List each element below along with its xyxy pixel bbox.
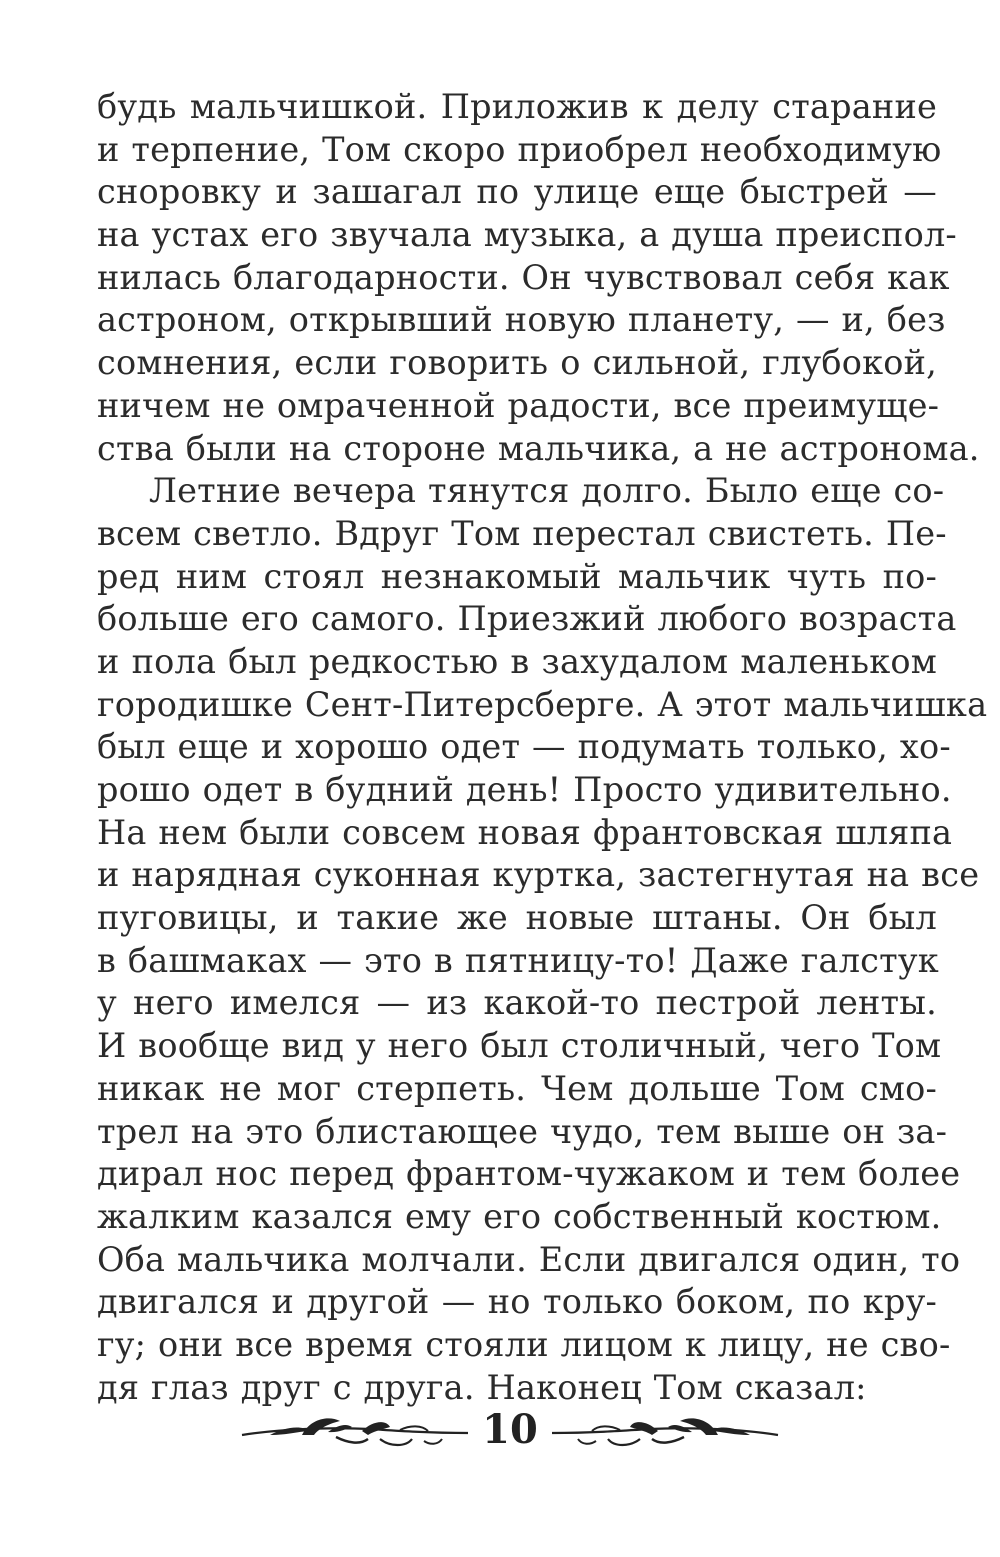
text-line: больше его самого. Приезжий любого возраста xyxy=(97,599,957,639)
text-line: На нем были совсем новая франтовская шляпа xyxy=(97,812,953,852)
text-line: И вообще вид у него был столичный, чего Том xyxy=(97,1026,942,1066)
text-line: никак не мог стерпеть. Чем дольше Том смо- xyxy=(97,1068,937,1108)
text-line: пуговицы, и такие же новые штаны. Он был xyxy=(97,898,937,938)
page-footer xyxy=(240,1405,780,1455)
text-line: в башмаках — это в пятницу-то! Даже галстук xyxy=(97,940,939,980)
text-line: Летние вечера тянутся долго. Было еще со- xyxy=(149,471,945,511)
text-line: ства были на стороне мальчика, а не астронома. xyxy=(97,428,980,468)
text-line: ред ним стоял незнакомый мальчик чуть по- xyxy=(97,556,937,596)
text-line: дя глаз друг с друга. Наконец Том сказал: xyxy=(97,1367,867,1407)
text-line: на устах его звучала музыка, а душа преиспол- xyxy=(97,215,957,255)
text-line: был еще и хорошо одет — подумать только, хо- xyxy=(97,727,951,767)
text-line: рошо одет в будний день! Просто удивительно. xyxy=(97,770,952,809)
text-line: у него имелся — из какой-то пестрой ленты. xyxy=(97,983,937,1023)
text-line: нилась благодарности. Он чувствовал себя как xyxy=(97,257,950,297)
text-line: всем светло. Вдруг Том перестал свистеть. Пе- xyxy=(97,513,947,553)
text-line: двигался и другой — но только боком, по кру- xyxy=(97,1282,937,1322)
text-line: астроном, открывший новую планету, — и, без xyxy=(97,300,946,340)
text-line: городишке Сент-Питерсберге. А этот мальчишка xyxy=(97,684,988,724)
text-line: будь мальчишкой. Приложив к делу старание xyxy=(97,87,937,126)
text-line: ничем не омраченной радости, все преимуще- xyxy=(97,385,940,425)
text-line: трел на это блистающее чудо, тем выше он за- xyxy=(97,1111,948,1151)
text-line: и нарядная суконная куртка, застегнутая на все xyxy=(97,855,980,895)
text-line: и пола был редкостью в захудалом маленьком xyxy=(97,641,937,681)
text-line: сноровку и зашагал по улице еще быстрей — xyxy=(97,172,937,212)
flourish-right-icon xyxy=(550,1405,780,1455)
text-line: сомнения, если говорить о сильной, глубокой, xyxy=(97,343,937,383)
page-number: 10 xyxy=(482,1406,538,1453)
text-line: жалким казался ему его собственный костюм. xyxy=(97,1196,942,1236)
text-line: и терпение, Том скоро приобрел необходимую xyxy=(97,129,942,169)
text-line: гу; они все время стояли лицом к лицу, не сво- xyxy=(97,1324,951,1364)
body-text xyxy=(97,86,988,1409)
text-line: дирал нос перед франтом-чужаком и тем более xyxy=(97,1154,961,1194)
text-line: Оба мальчика молчали. Если двигался один, то xyxy=(97,1239,961,1279)
